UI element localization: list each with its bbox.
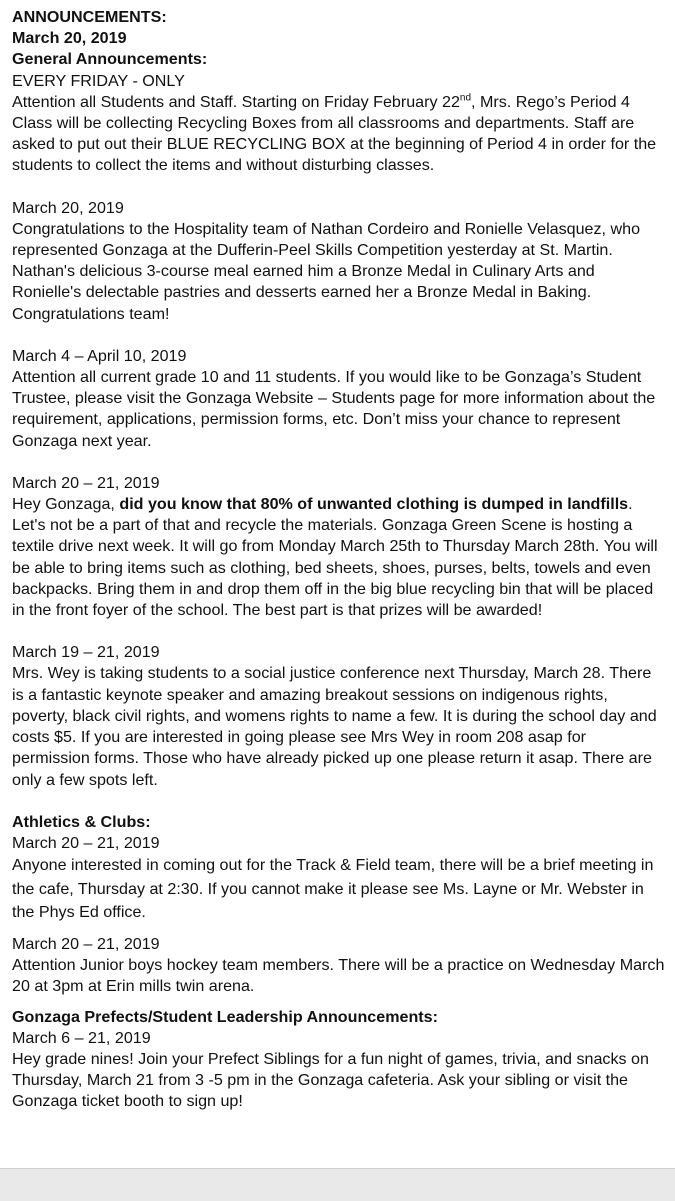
announcement-text-part: Attention all Students and Staff. Starting on Friday February 22: [12, 92, 460, 111]
spacer: [12, 925, 665, 934]
announcement-highlight: did you know that 80% of unwanted clothing is dumped in landfills: [119, 495, 629, 514]
spacer: [12, 998, 665, 1007]
announcement-text: Hey grade nines! Join your Prefect Siblings for a fun night of games, trivia, and snacks on Thursday, March 21 from 3 -5 pm in the Gonzaga cafeteria. Ask your sibling or visit the Gonzaga ticket booth to sign up!: [12, 1049, 649, 1111]
announcement-text: Congratulations to the Hospitality team of Nathan Cordeiro and Ronielle Velasquez, who represented Gonzaga at the Dufferin-Peel Skills Competition yesterday at St. Martin. Nathan's delicious 3-course meal earned him a Bronze Medal in Culinary Arts and Ronielle's delectable pastries and desserts earned her a Bronze Medal in Baking. Congratulations team!: [12, 219, 641, 323]
announcement-text: [12, 92, 665, 177]
announcement-item: [12, 346, 665, 452]
spacer: [12, 791, 665, 812]
announcement-text: [12, 494, 665, 621]
spacer: [12, 452, 665, 473]
announcement-text: Anyone interested in coming out for the Track & Field team, there will be a brief meeting in the cafe, Thursday at 2:30. If you cannot make it please see Ms. Layne or Mr. Webster in the Phys Ed office.: [12, 856, 654, 922]
announcement-text: Attention all current grade 10 and 11 students. If you would like to be Gonzaga’s Student Trustee, please visit the Gonzaga Website – Students page for more information about the requirement, applications, permission forms, etc. Don’t miss your chance to represent Gonzaga next year.: [12, 368, 656, 450]
section-heading-general: General Announcements:: [12, 50, 208, 69]
announcement-text: Attention Junior boys hockey team members. There will be a practice on Wednesday March 20 at 3pm at Erin mills twin arena.: [12, 956, 665, 996]
announcement-text: Mrs. Wey is taking students to a social justice conference next Thursday, March 28. There is a fantastic keynote speaker and amazing breakout sessions on indigenous rights, poverty, black civil rights, and womens rights to name a few. It is during the school day and costs $5. If you are interested in going please see Mrs Wey in room 208 asap for permission forms. Those who have already picked up one please return it asap. There are only a few spots left.: [12, 664, 657, 789]
section-heading-athletics: Athletics & Clubs:: [12, 812, 151, 831]
spacer: [12, 621, 665, 642]
spacer: [12, 325, 665, 346]
announcement-item: [12, 934, 665, 998]
announcement-item: [12, 642, 665, 790]
announcement-date: March 20, 2019: [12, 198, 124, 217]
announcement-date: March 6 – 21, 2019: [12, 1028, 151, 1047]
announcement-text-part: , Mrs. Rego’s Period 4 Class will be collecting Recycling Boxes from all classrooms and departments. Staff are asked to put out their BLUE RECYCLING BOX at the beginning of Period 4 in order for the students to collect the items and without disturbing classes.: [12, 92, 657, 175]
announcement-date: EVERY FRIDAY - ONLY: [12, 71, 185, 90]
announcement-text-part: . Let's not be a part of that and recycle the materials. Gonzaga Green Scene is hosting a textile drive next week. It will go from Monday March 25th to Thursday March 28th. You will be able to bring items such as clothing, bed sheets, shoes, purses, belts, towels and even backpacks. Bring them in and drop them off in the big blue recycling bin that will be placed in the front foyer of the school. The best part is that prizes will be awarded!: [12, 495, 658, 620]
announcement-date: March 4 – April 10, 2019: [12, 346, 187, 365]
ordinal-suffix: nd: [459, 92, 472, 104]
document-date: March 20, 2019: [12, 29, 127, 48]
section-heading-prefects: Gonzaga Prefects/Student Leadership Announcements:: [12, 1007, 438, 1026]
announcement-item: [12, 198, 665, 325]
announcement-item: [12, 71, 665, 177]
announcement-item: [12, 473, 665, 621]
announcement-item: [12, 833, 665, 925]
announcement-date: March 20 – 21, 2019: [12, 934, 160, 953]
announcement-date: March 20 – 21, 2019: [12, 473, 160, 492]
page-bottom-edge: [0, 1168, 675, 1201]
announcement-item: [12, 1028, 665, 1113]
announcement-text-part: Hey Gonzaga,: [12, 495, 120, 514]
document-title: ANNOUNCEMENTS:: [12, 8, 167, 26]
announcement-date: March 19 – 21, 2019: [12, 643, 160, 662]
announcement-date: March 20 – 21, 2019: [12, 833, 160, 852]
spacer: [12, 177, 665, 198]
